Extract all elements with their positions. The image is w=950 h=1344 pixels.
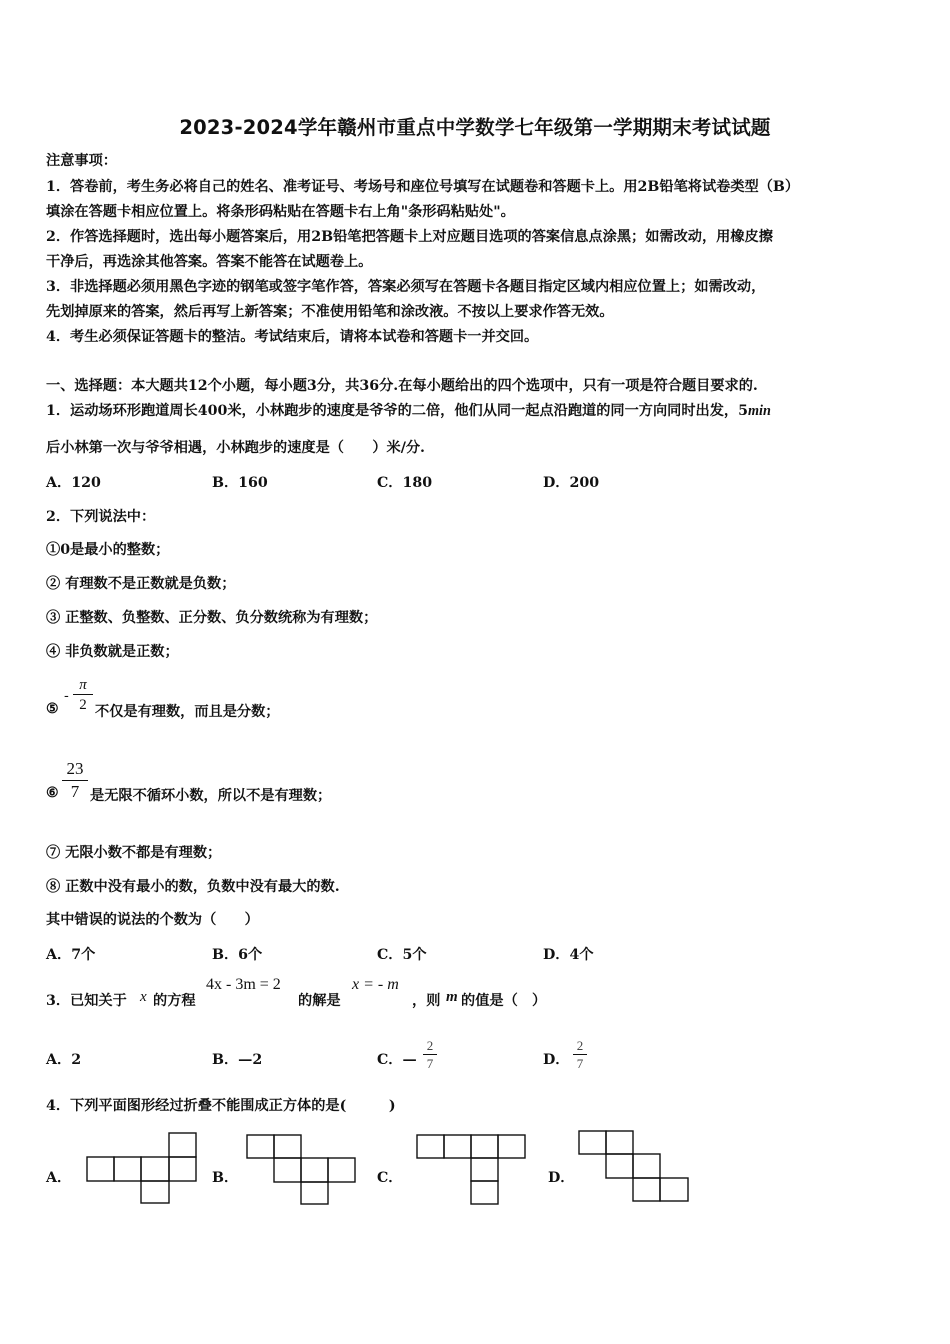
q4-option-b[interactable]: B． <box>212 1170 239 1186</box>
q2-stem: 2．下列说法中： <box>46 509 156 525</box>
q2-statement-5-minus: - <box>64 688 69 704</box>
q2-statement-5-text: 不仅是有理数，而且是分数； <box>95 704 280 720</box>
notice-line: 2．作答选择题时，选出每小题答案后，用2B铅笔把答题卡上对应题目选项的答案信息点涂黑；如需改动，用橡皮擦 <box>46 229 773 245</box>
q3-mid2: 的解是 <box>298 993 341 1009</box>
q1-line1 <box>46 401 906 421</box>
q3-prefix: 3．已知关于 <box>46 993 127 1009</box>
notice-line: 干净后，再选涂其他答案。答案不能答在试题卷上。 <box>46 254 373 270</box>
q2-statement-2: ② 有理数不是正数就是负数； <box>46 576 236 592</box>
fraction-denominator: 7 <box>426 1056 434 1071</box>
fraction-numerator: π <box>79 677 87 693</box>
q2-statement-5-number: ⑤ <box>46 701 59 717</box>
q4-option-d[interactable]: D． <box>548 1170 575 1186</box>
q3-equation: 4x - 3m = 2 <box>206 976 281 993</box>
q2-statement-6-fraction <box>62 758 88 803</box>
q4-stem: 4．下列平面图形经过折叠不能围成正方体的是( ) <box>46 1098 396 1114</box>
q2-statement-4: ④ 非负数就是正数； <box>46 644 179 660</box>
q3-option-a[interactable]: A．2 <box>46 1052 82 1068</box>
q4-net-b <box>246 1134 358 1206</box>
q3-option-d-fraction <box>573 1038 587 1073</box>
q3-option-d[interactable]: D． <box>543 1052 570 1068</box>
q4-net-d <box>578 1130 693 1204</box>
notice-line: 4．考生必须保证答题卡的整洁。考试结束后，请将本试卷和答题卡一并交回。 <box>46 329 539 345</box>
notice-line: 1．答卷前，考生务必将自己的姓名、准考证号、考场号和座位号填写在试题卷和答题卡上。用2B铅笔将试卷类型（B） <box>46 179 800 195</box>
q2-statement-1: ①0是最小的整数； <box>46 542 170 558</box>
notice-line: 3．非选择题必须用黑色字迹的钢笔或签字笔作答，答案必须写在答题卡各题目指定区域内相应位置上；如需改动， <box>46 279 766 295</box>
q4-option-a[interactable]: A． <box>46 1170 72 1186</box>
q1-text: 1．运动场环形跑道周长400米，小林跑步的速度是爷爷的二倍，他们从同一起点沿跑道的同一方向同时出发，5 <box>46 403 748 419</box>
notice-line: 填涂在答题卡相应位置上。将条形码粘贴在答题卡右上角"条形码粘贴处"。 <box>46 204 515 220</box>
q3-mid3: ，则 <box>412 993 441 1009</box>
q2-statement-8: ⑧ 正数中没有最小的数，负数中没有最大的数. <box>46 879 340 895</box>
q1-option-a[interactable]: A．120 <box>46 475 101 491</box>
q3-mid1: 的方程 <box>153 993 196 1009</box>
q2-option-d[interactable]: D．4个 <box>543 947 594 963</box>
notice-heading: 注意事项： <box>46 153 117 169</box>
q1-option-b[interactable]: B．160 <box>212 475 268 491</box>
q3-variable-x: x <box>140 989 147 1005</box>
q2-statement-6-text: 是无限不循环小数，所以不是有理数； <box>90 788 332 804</box>
q2-option-a[interactable]: A．7个 <box>46 947 96 963</box>
q4-net-a <box>86 1132 201 1204</box>
q3-option-c[interactable]: C．— <box>377 1052 417 1068</box>
fraction-denominator: 7 <box>576 1056 584 1071</box>
q2-ask: 其中错误的说法的个数为（ ） <box>46 912 259 928</box>
q2-statement-7: ⑦ 无限小数不都是有理数； <box>46 845 222 861</box>
q4-option-c[interactable]: C． <box>377 1170 403 1186</box>
q4-net-c <box>416 1134 526 1206</box>
q2-option-c[interactable]: C．5个 <box>377 947 427 963</box>
q2-option-b[interactable]: B．6个 <box>212 947 263 963</box>
q2-statement-3: ③ 正整数、负整数、正分数、负分数统称为有理数； <box>46 610 378 626</box>
fraction-denominator: 7 <box>70 782 80 801</box>
q2-statement-5-fraction <box>73 676 93 715</box>
q3-solution: x = - m <box>352 976 399 993</box>
fraction-numerator: 2 <box>576 1038 584 1053</box>
q1-option-d[interactable]: D．200 <box>543 475 600 491</box>
q3-variable-m: m <box>446 989 458 1005</box>
section-heading: 一、选择题：本大题共12个小题，每小题3分，共36分.在每小题给出的四个选项中，只有一项是符合题目要求的. <box>46 378 758 394</box>
fraction-denominator: 2 <box>79 697 87 713</box>
notice-line: 先划掉原来的答案，然后再写上新答案；不准使用铅笔和涂改液。不按以上要求作答无效。 <box>46 304 614 320</box>
fraction-numerator: 2 <box>426 1038 434 1053</box>
q1-option-c[interactable]: C．180 <box>377 475 433 491</box>
q1-line2: 后小林第一次与爷爷相遇，小林跑步的速度是（ ）米/分. <box>46 440 425 456</box>
page-title: 2023-2024学年赣州市重点中学数学七年级第一学期期末考试试题 <box>179 116 771 139</box>
q2-statement-6-number: ⑥ <box>46 785 59 801</box>
q3-suffix: 的值是（ ） <box>461 993 547 1009</box>
q1-unit: min <box>748 403 771 419</box>
fraction-numerator: 23 <box>66 759 84 778</box>
q3-option-b[interactable]: B．—2 <box>212 1052 263 1068</box>
q3-option-c-fraction <box>423 1038 437 1073</box>
